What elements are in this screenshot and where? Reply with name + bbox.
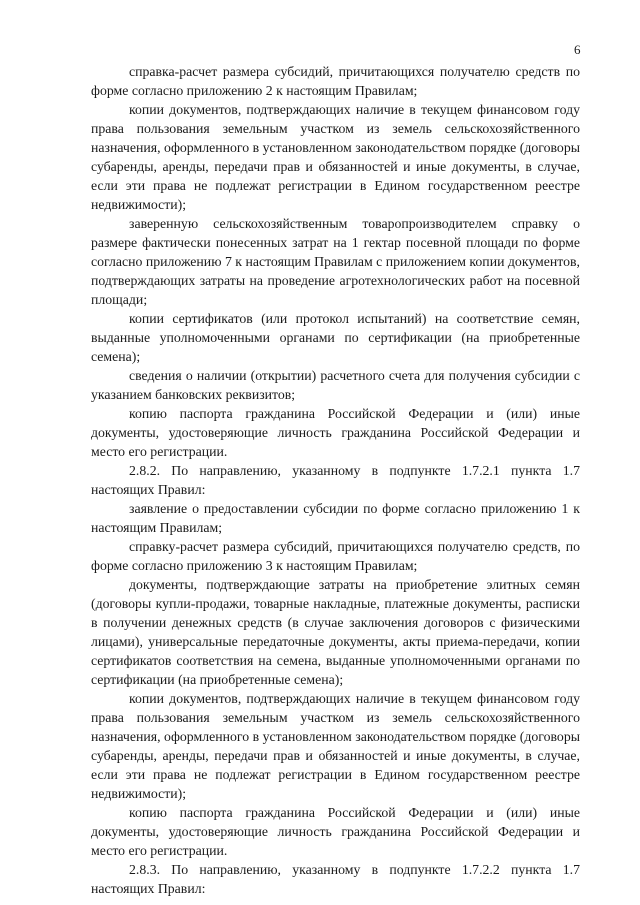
paragraph: справку-расчет размера субсидий, причитающихся получателю средств, по форме согласно приложению 3 к настоящим Правилам;: [91, 539, 580, 573]
section-heading-2-8-2: 2.8.2. По направлению, указанному в подпункте 1.7.2.1 пункта 1.7 настоящих Правил:: [91, 463, 580, 497]
paragraph: справка-расчет размера субсидий, причитающихся получателю средств по форме согласно приложению 2 к настоящим Правилам;: [91, 64, 580, 98]
paragraph: заверенную сельскохозяйственным товаропроизводителем справку о размере фактически понесенных затрат на 1 гектар посевной площади по форме согласно приложению 7 к настоящим Правилам с приложением копии документов, подтверждающих затраты на проведение агротехнологических работ на посевной площади;: [91, 216, 580, 307]
paragraph: копии сертификатов (или протокол испытаний) на соответствие семян, выданные уполномоченными органами по сертификации (на приобретенные семена);: [91, 311, 580, 364]
section-heading-2-8-3: 2.8.3. По направлению, указанному в подпункте 1.7.2.2 пункта 1.7 настоящих Правил:: [91, 862, 580, 896]
document-body: [91, 62, 580, 898]
paragraph: сведения о наличии (открытии) расчетного счета для получения субсидии с указанием банковских реквизитов;: [91, 368, 580, 402]
page-number: 6: [574, 42, 581, 57]
paragraph: документы, подтверждающие затраты на приобретение элитных семян (договоры купли-продажи, товарные накладные, платежные документы, расписки в получении денежных средств (в случае заключения договоров с физическими лицами), универсальные передаточные документы, акты приема-передачи, копии сертификатов соответствия на семена, выданные уполномоченными органами по сертификации (на приобретенные семена);: [91, 577, 580, 687]
paragraph: копию паспорта гражданина Российской Федерации и (или) иные документы, удостоверяющие личность гражданина Российской Федерации и место его регистрации.: [91, 805, 580, 858]
paragraph: копии документов, подтверждающих наличие в текущем финансовом году права пользования земельным участком из земель сельскохозяйственного назначения, оформленного в установленном законодательством порядке (договоры субаренды, аренды, передачи прав и обязанностей и иные документы, в случае, если эти права не подлежат регистрации в Едином государственном реестре недвижимости);: [91, 102, 580, 212]
paragraph: копии документов, подтверждающих наличие в текущем финансовом году права пользования земельным участком из земель сельскохозяйственного назначения, оформленного в установленном законодательством порядке (договоры субаренды, аренды, передачи прав и обязанностей и иные документы, в случае, если эти права не подлежат регистрации в Едином государственном реестре недвижимости);: [91, 691, 580, 801]
paragraph: заявление о предоставлении субсидии по форме согласно приложению 1 к настоящим Правилам;: [91, 501, 580, 535]
paragraph: копию паспорта гражданина Российской Федерации и (или) иные документы, удостоверяющие личность гражданина Российской Федерации и место его регистрации.: [91, 406, 580, 459]
